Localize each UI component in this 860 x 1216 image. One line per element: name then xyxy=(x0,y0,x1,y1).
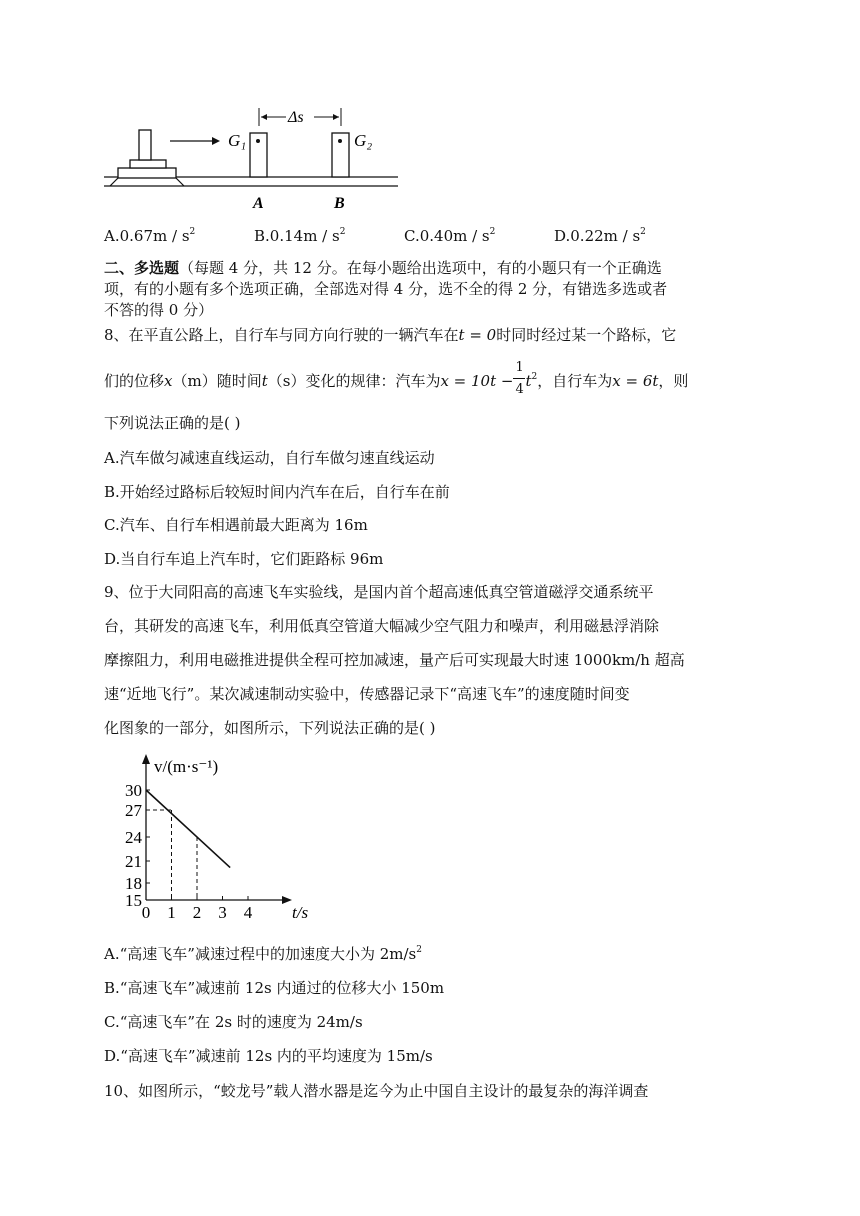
q9-stem: 9、位于大同阳高的高速飞车实验线，是国内首个超高速低真空管道磁浮交通系统平 xyxy=(104,583,654,601)
x-tick-label: 4 xyxy=(243,903,253,922)
q8-stem: 8、在平直公路上，自行车与同方向行驶的一辆汽车在t = 0时同时经过某一个路标，它 xyxy=(104,326,677,344)
x-tick-label: 3 xyxy=(218,903,227,922)
q8-option-b: B.开始经过路标后较短时间内汽车在后，自行车在前 xyxy=(104,483,450,501)
y-tick-label: 21 xyxy=(125,852,142,871)
y-tick-label: 27 xyxy=(125,801,142,820)
delta-s-label: Δs xyxy=(288,109,304,126)
y-axis-label: v/(m·s⁻¹) xyxy=(154,757,219,776)
q7-option-b: $B.0.14m / s^2$ xyxy=(254,227,346,245)
y-axis-arrow xyxy=(142,754,150,764)
y-tick-label: 30 xyxy=(125,781,142,800)
g2-label: G₂ xyxy=(354,131,373,150)
q9-stem: 台，其研发的高速飞车，利用低真空管道大幅减少空气阻力和噪声，利用磁悬浮消除 xyxy=(104,617,660,635)
q8-option-c: C.汽车、自行车相遇前最大距离为 16m xyxy=(104,516,368,534)
q7-option-c: $C.0.40m / s^2$ xyxy=(404,227,496,245)
x-tick-label: 0 xyxy=(141,903,151,922)
y-tick-label: 24 xyxy=(125,828,142,847)
velocity-time-graph xyxy=(110,750,330,930)
g1-label: G₁ xyxy=(228,131,247,150)
section-desc: 不答的得 0 分） xyxy=(104,301,214,319)
q9-option-d: D.“高速飞车”减速前 12s 内的平均速度为 15m/s xyxy=(104,1047,433,1065)
q8-stem: 们的位移x（m）随时间t（s）变化的规律：汽车为x = 10t − $\frac{1}{4}$ $t^2$，自行车为x = 6t，则 xyxy=(104,360,689,397)
slider-cart xyxy=(118,168,176,178)
y-tick-label: 18 xyxy=(125,874,142,893)
q9-option-a: A.“高速飞车”减速过程中的加速度大小为 $2m/s^2$ xyxy=(104,945,422,963)
q10-stem: 10、如图所示，“蛟龙号”载人潜水器是迄今为止中国自主设计的最复杂的海洋调查 xyxy=(104,1082,649,1100)
q8-stem: 下列说法正确的是( ) xyxy=(104,414,241,432)
q9-stem: 速“近地飞行”。某次减速制动实验中，传感器记录下“高速飞车”的速度随时间变 xyxy=(104,685,630,703)
y-tick-label: 15 xyxy=(125,891,142,910)
x-axis-arrow xyxy=(282,896,292,904)
q7-option-a: $A.0.67m / s^2$ xyxy=(104,227,196,245)
b-label: B xyxy=(334,195,345,212)
velocity-line xyxy=(146,790,230,868)
x-axis-label: t/s xyxy=(292,903,309,922)
q9-stem: 化图象的一部分，如图所示，下列说法正确的是( ) xyxy=(104,719,436,737)
a-label: A xyxy=(253,195,264,212)
q8-option-d: D.当自行车追上汽车时，它们距路标 96m xyxy=(104,550,384,568)
fraction: $\frac{1}{4}$ xyxy=(515,360,524,397)
photogate-figure xyxy=(104,100,404,215)
x-tick-label: 1 xyxy=(167,903,176,922)
section-desc: 项，有的小题有多个选项正确，全部选对得 4 分，选不全的得 2 分，有错选多选或者 xyxy=(104,280,668,298)
q9-option-b: B.“高速飞车”减速前 12s 内通过的位移大小 150m xyxy=(104,979,445,997)
q7-option-d: $D.0.22m / s^2$ xyxy=(554,227,646,245)
x-tick-label: 2 xyxy=(192,903,202,922)
q9-option-c: C.“高速飞车”在 2s 时的速度为 24m/s xyxy=(104,1013,363,1031)
q9-stem: 摩擦阻力，利用电磁推进提供全程可控加减速，量产后可实现最大时速 1000km/h 超高 xyxy=(104,651,685,669)
q8-option-a: A.汽车做匀减速直线运动，自行车做匀速直线运动 xyxy=(104,449,435,467)
section-heading: 二、多选题（每题 4 分，共 12 分。在每小题给出选项中，有的小题只有一个正确选 xyxy=(104,259,662,277)
